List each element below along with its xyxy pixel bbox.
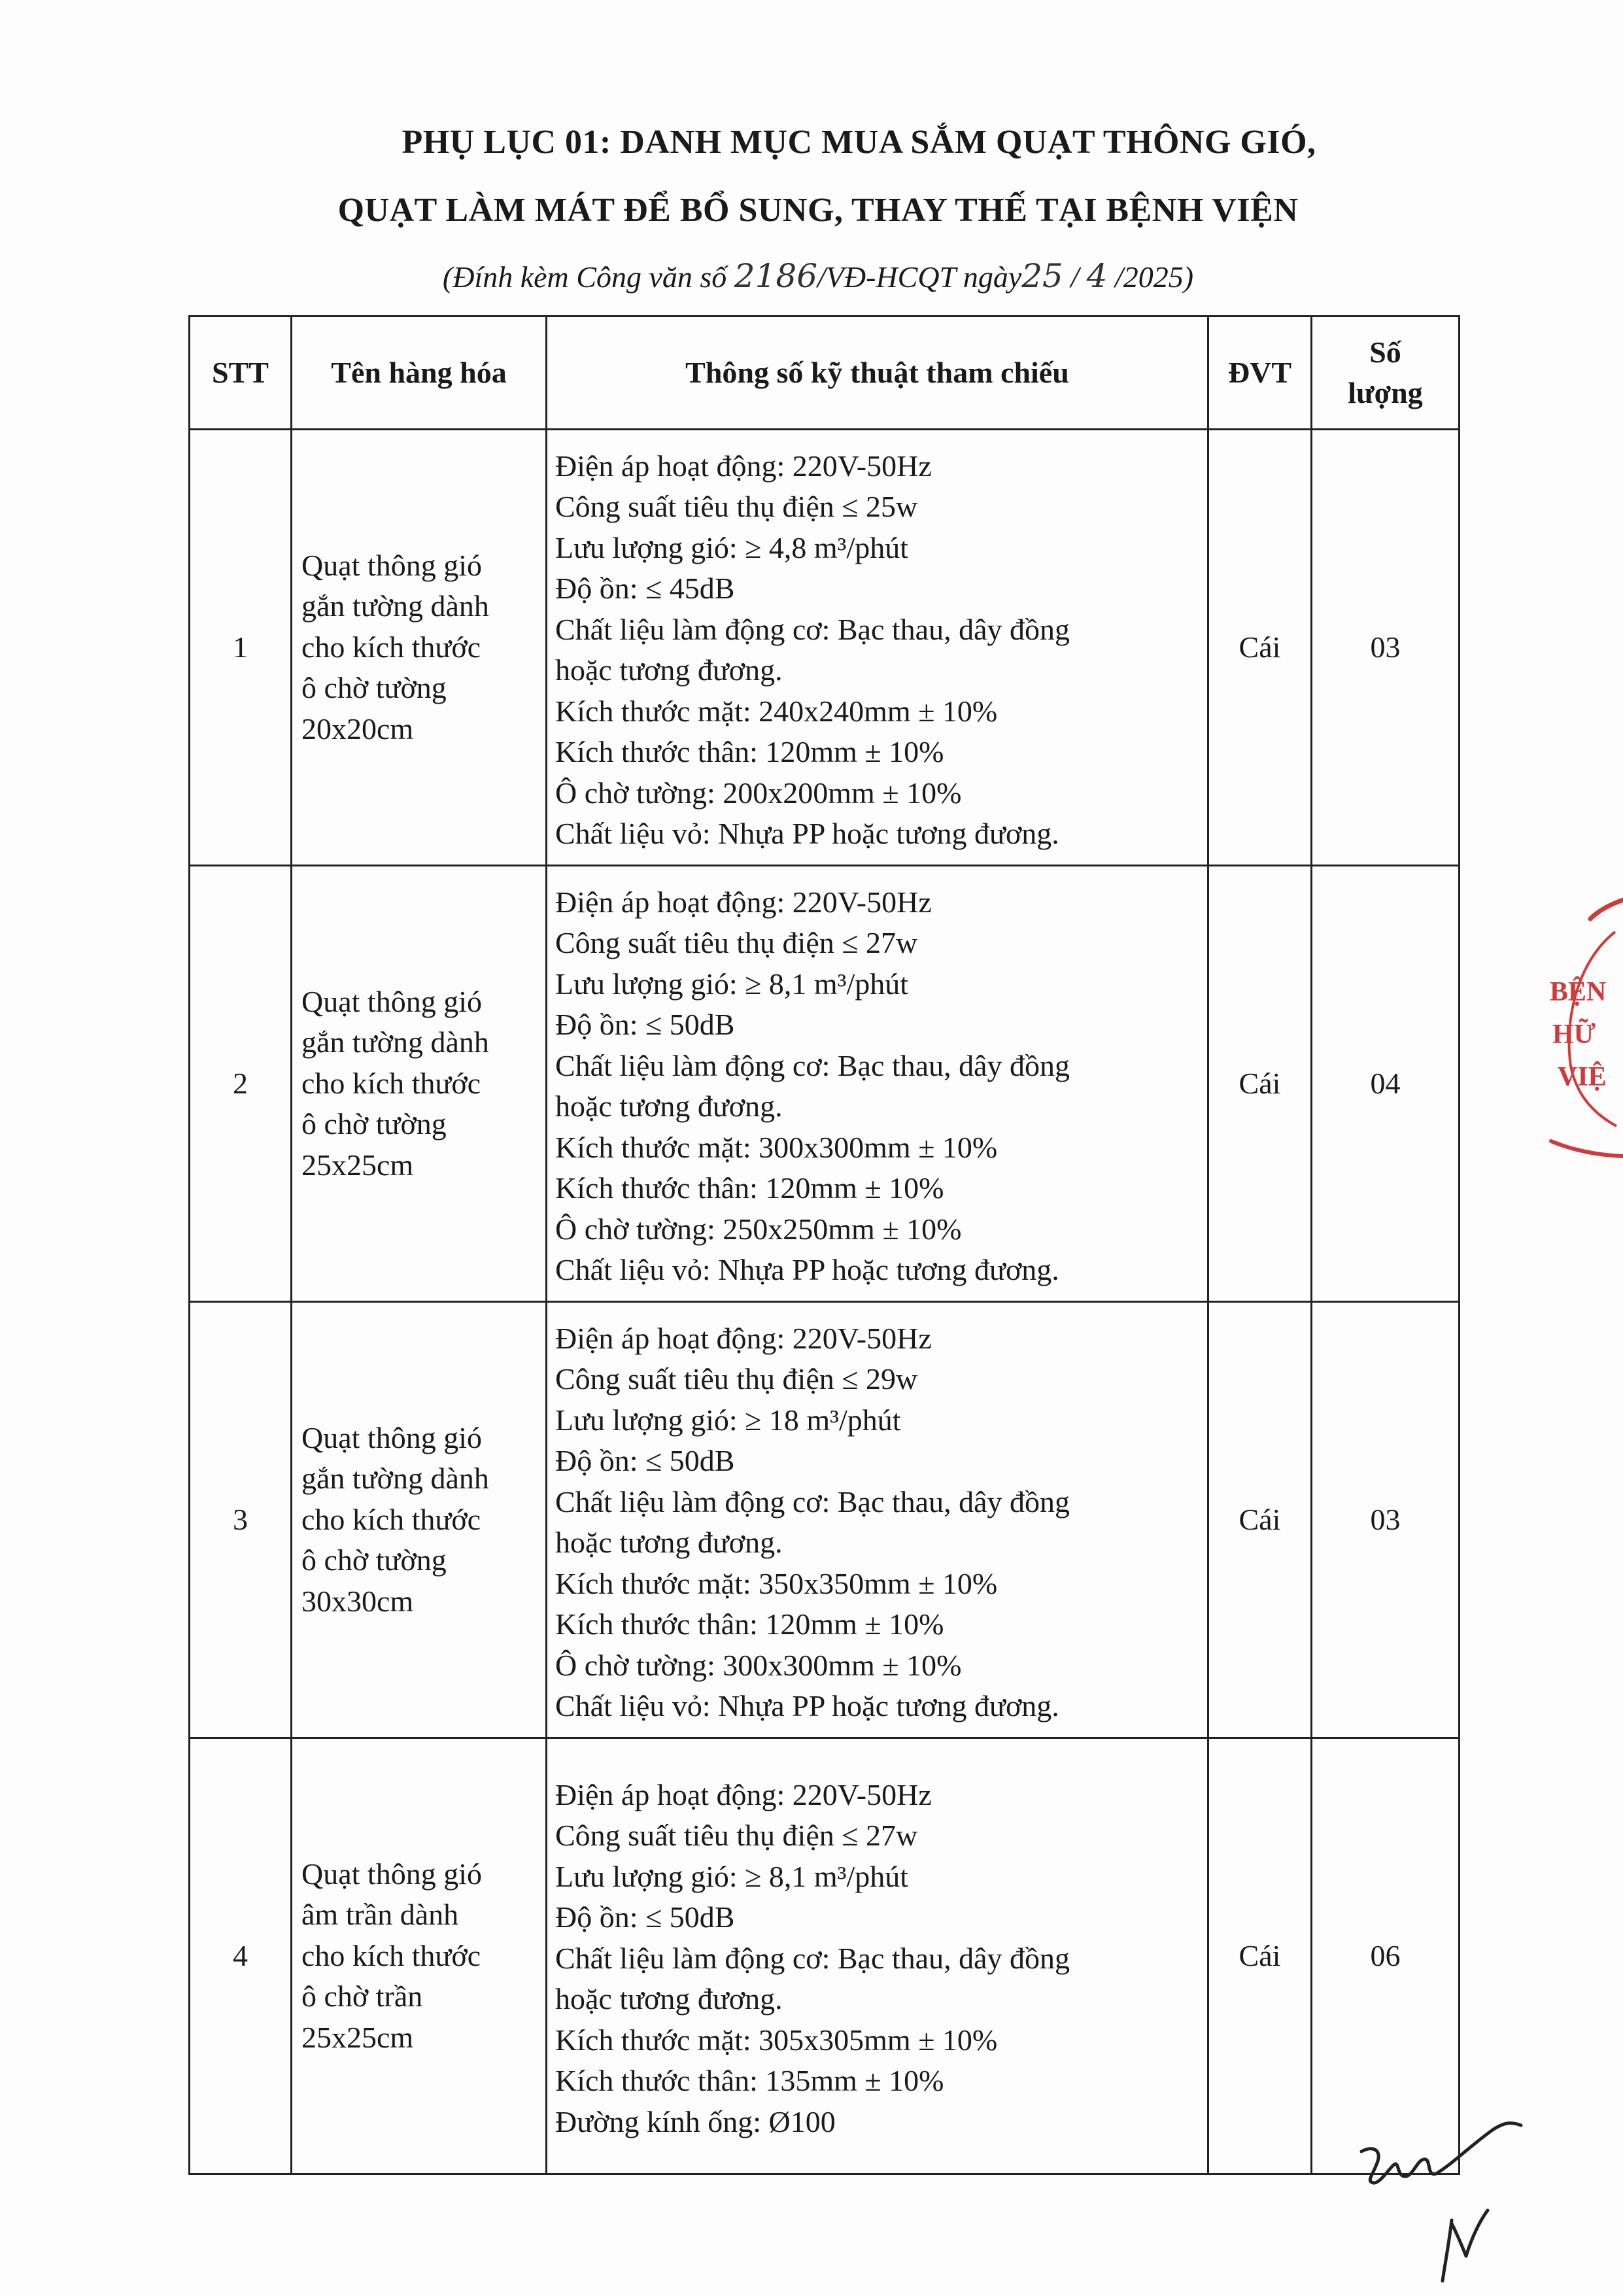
- table-header-row: [190, 317, 1460, 430]
- item-name-line: 25x25cm: [301, 2020, 414, 2054]
- item-name-line: Quạt thông gió: [301, 984, 482, 1018]
- spec-line: Điện áp hoạt động: 220V-50Hz: [555, 1777, 932, 1811]
- spec-line: Chất liệu làm động cơ: Bạc thau, dây đồng: [555, 1048, 1070, 1082]
- item-name-line: gắn tường dành: [301, 1025, 489, 1059]
- spec-line: Chất liệu làm động cơ: Bạc thau, dây đồng: [555, 1941, 1070, 1975]
- spec-line: Kích thước mặt: 305x305mm ± 10%: [555, 2023, 998, 2057]
- subtitle-prefix: (Đính kèm Công văn số: [442, 260, 734, 294]
- spec-line: Lưu lượng gió: ≥ 4,8 m³/phút: [555, 530, 909, 564]
- spec-line: Công suất tiêu thụ điện ≤ 27w: [555, 926, 918, 959]
- cell-stt: 3: [190, 1302, 292, 1738]
- spec-line: Chất liệu làm động cơ: Bạc thau, dây đồng: [555, 612, 1070, 646]
- spec-line: Đường kính ống: Ø100: [555, 2104, 836, 2138]
- spec-line: Kích thước mặt: 300x300mm ± 10%: [555, 1130, 998, 1164]
- item-name-line: ô chờ tường: [301, 1543, 447, 1577]
- item-name-line: cho kích thước: [301, 630, 481, 664]
- spec-line: Kích thước thân: 120mm ± 10%: [555, 1171, 944, 1205]
- cell-unit: Cái: [1208, 866, 1312, 1302]
- header-qty-line2: lượng: [1348, 376, 1423, 409]
- title-line-1: PHỤ LỤC 01: DANH MỤC MUA SẮM QUẠT THÔNG GIÓ,: [401, 124, 1316, 161]
- item-name-line: cho kích thước: [301, 1502, 481, 1536]
- item-name-line: ô chờ tường: [301, 1107, 447, 1141]
- item-name-line: ô chờ trần: [301, 1979, 423, 2013]
- spec-line: Chất liệu vỏ: Nhựa PP hoặc tương đương.: [555, 1689, 1059, 1722]
- cell-quantity: 04: [1312, 866, 1460, 1302]
- item-name-line: Quạt thông gió: [301, 1420, 482, 1454]
- cell-item-name: [292, 1738, 547, 2174]
- spec-line: Kích thước thân: 120mm ± 10%: [555, 1607, 944, 1641]
- cell-spec: [547, 430, 1208, 866]
- doc-number-handwritten: 2186: [734, 257, 818, 295]
- header-unit: ĐVT: [1208, 317, 1312, 430]
- spec-line: Độ ồn: ≤ 50dB: [555, 1008, 735, 1041]
- day-handwritten: 25: [1021, 257, 1063, 295]
- cell-item-name: [292, 430, 547, 866]
- spec-line: Kích thước thân: 120mm ± 10%: [555, 735, 944, 768]
- header-spec: Thông số kỹ thuật tham chiếu: [547, 317, 1208, 430]
- spec-line: Lưu lượng gió: ≥ 8,1 m³/phút: [555, 967, 909, 1001]
- item-name-line: Quạt thông gió: [301, 1857, 482, 1891]
- subtitle-middle: /VĐ-HCQT ngày: [817, 260, 1022, 294]
- cell-stt: 1: [190, 430, 292, 866]
- table-row: [190, 1738, 1460, 2174]
- header-qty: [1312, 317, 1460, 430]
- subtitle-suffix: /2025): [1107, 260, 1194, 294]
- handwritten-signature: [1354, 2119, 1569, 2289]
- month-handwritten: 4: [1086, 257, 1108, 295]
- cell-stt: 4: [190, 1738, 292, 2174]
- cell-unit: Cái: [1208, 430, 1312, 866]
- header-name: Tên hàng hóa: [292, 317, 547, 430]
- spec-line: Độ ồn: ≤ 45dB: [555, 572, 735, 605]
- spec-line: Độ ồn: ≤ 50dB: [555, 1444, 735, 1477]
- cell-item-name: [292, 1302, 547, 1738]
- date-separator: /: [1063, 260, 1087, 294]
- spec-line: hoặc tương đương.: [555, 1089, 783, 1123]
- table-row: [190, 866, 1460, 1302]
- table-row: [190, 430, 1460, 866]
- cell-spec: [547, 1302, 1208, 1738]
- red-stamp: [1538, 883, 1623, 1164]
- item-name-line: Quạt thông gió: [301, 548, 482, 582]
- item-name-line: âm trần dành: [301, 1898, 459, 1932]
- spec-line: Lưu lượng gió: ≥ 18 m³/phút: [555, 1403, 901, 1437]
- header-qty-line1: Số: [1369, 335, 1401, 369]
- item-name-line: 30x30cm: [301, 1584, 414, 1618]
- header-stt: STT: [190, 317, 292, 430]
- title-line-2: QUẠT LÀM MÁT ĐỂ BỔ SUNG, THAY THẾ TẠI BỆNH VIỆN: [337, 192, 1299, 229]
- cell-spec: [547, 1738, 1208, 2174]
- item-name-line: ô chờ tường: [301, 671, 447, 705]
- spec-line: hoặc tương đương.: [555, 653, 783, 687]
- spec-line: Điện áp hoạt động: 220V-50Hz: [555, 449, 932, 483]
- spec-line: hoặc tương đương.: [555, 1982, 783, 2016]
- stamp-text-3: VIỆ: [1558, 1062, 1607, 1092]
- stamp-text-2: HỮ: [1552, 1019, 1596, 1050]
- subtitle: [0, 257, 1623, 295]
- spec-line: Ô chờ tường: 200x200mm ± 10%: [555, 776, 962, 810]
- item-name-line: gắn tường dành: [301, 1462, 489, 1496]
- cell-quantity: 03: [1312, 1302, 1460, 1738]
- cell-quantity: 06: [1312, 1738, 1460, 2174]
- spec-line: Kích thước mặt: 350x350mm ± 10%: [555, 1566, 998, 1600]
- item-name-line: gắn tường dành: [301, 589, 489, 623]
- spec-line: Chất liệu vỏ: Nhựa PP hoặc tương đương.: [555, 817, 1059, 850]
- item-name-line: 20x20cm: [301, 711, 414, 745]
- item-name-line: cho kích thước: [301, 1066, 481, 1100]
- spec-line: Lưu lượng gió: ≥ 8,1 m³/phút: [555, 1859, 909, 1893]
- spec-line: Ô chờ tường: 250x250mm ± 10%: [555, 1212, 962, 1246]
- item-name-line: 25x25cm: [301, 1148, 414, 1182]
- cell-stt: 2: [190, 866, 292, 1302]
- procurement-table: [188, 315, 1460, 2175]
- spec-line: Kích thước mặt: 240x240mm ± 10%: [555, 694, 998, 728]
- cell-item-name: [292, 866, 547, 1302]
- spec-line: Chất liệu làm động cơ: Bạc thau, dây đồng: [555, 1484, 1070, 1518]
- spec-line: Độ ồn: ≤ 50dB: [555, 1900, 735, 1934]
- spec-line: Công suất tiêu thụ điện ≤ 29w: [555, 1362, 918, 1396]
- spec-line: Điện áp hoạt động: 220V-50Hz: [555, 885, 932, 919]
- item-name-line: cho kích thước: [301, 1938, 481, 1972]
- cell-unit: Cái: [1208, 1302, 1312, 1738]
- spec-line: Điện áp hoạt động: 220V-50Hz: [555, 1321, 932, 1355]
- spec-line: Ô chờ tường: 300x300mm ± 10%: [555, 1648, 962, 1682]
- spec-line: Chất liệu vỏ: Nhựa PP hoặc tương đương.: [555, 1253, 1059, 1286]
- spec-line: Kích thước thân: 135mm ± 10%: [555, 2064, 944, 2098]
- cell-quantity: 03: [1312, 430, 1460, 866]
- spec-line: hoặc tương đương.: [555, 1526, 783, 1559]
- spec-line: Công suất tiêu thụ điện ≤ 25w: [555, 490, 918, 523]
- cell-unit: Cái: [1208, 1738, 1312, 2174]
- stamp-text-1: BỆN: [1550, 977, 1607, 1007]
- table-body: [190, 430, 1460, 2174]
- cell-spec: [547, 866, 1208, 1302]
- spec-line: Công suất tiêu thụ điện ≤ 27w: [555, 1819, 918, 1853]
- table-row: [190, 1302, 1460, 1738]
